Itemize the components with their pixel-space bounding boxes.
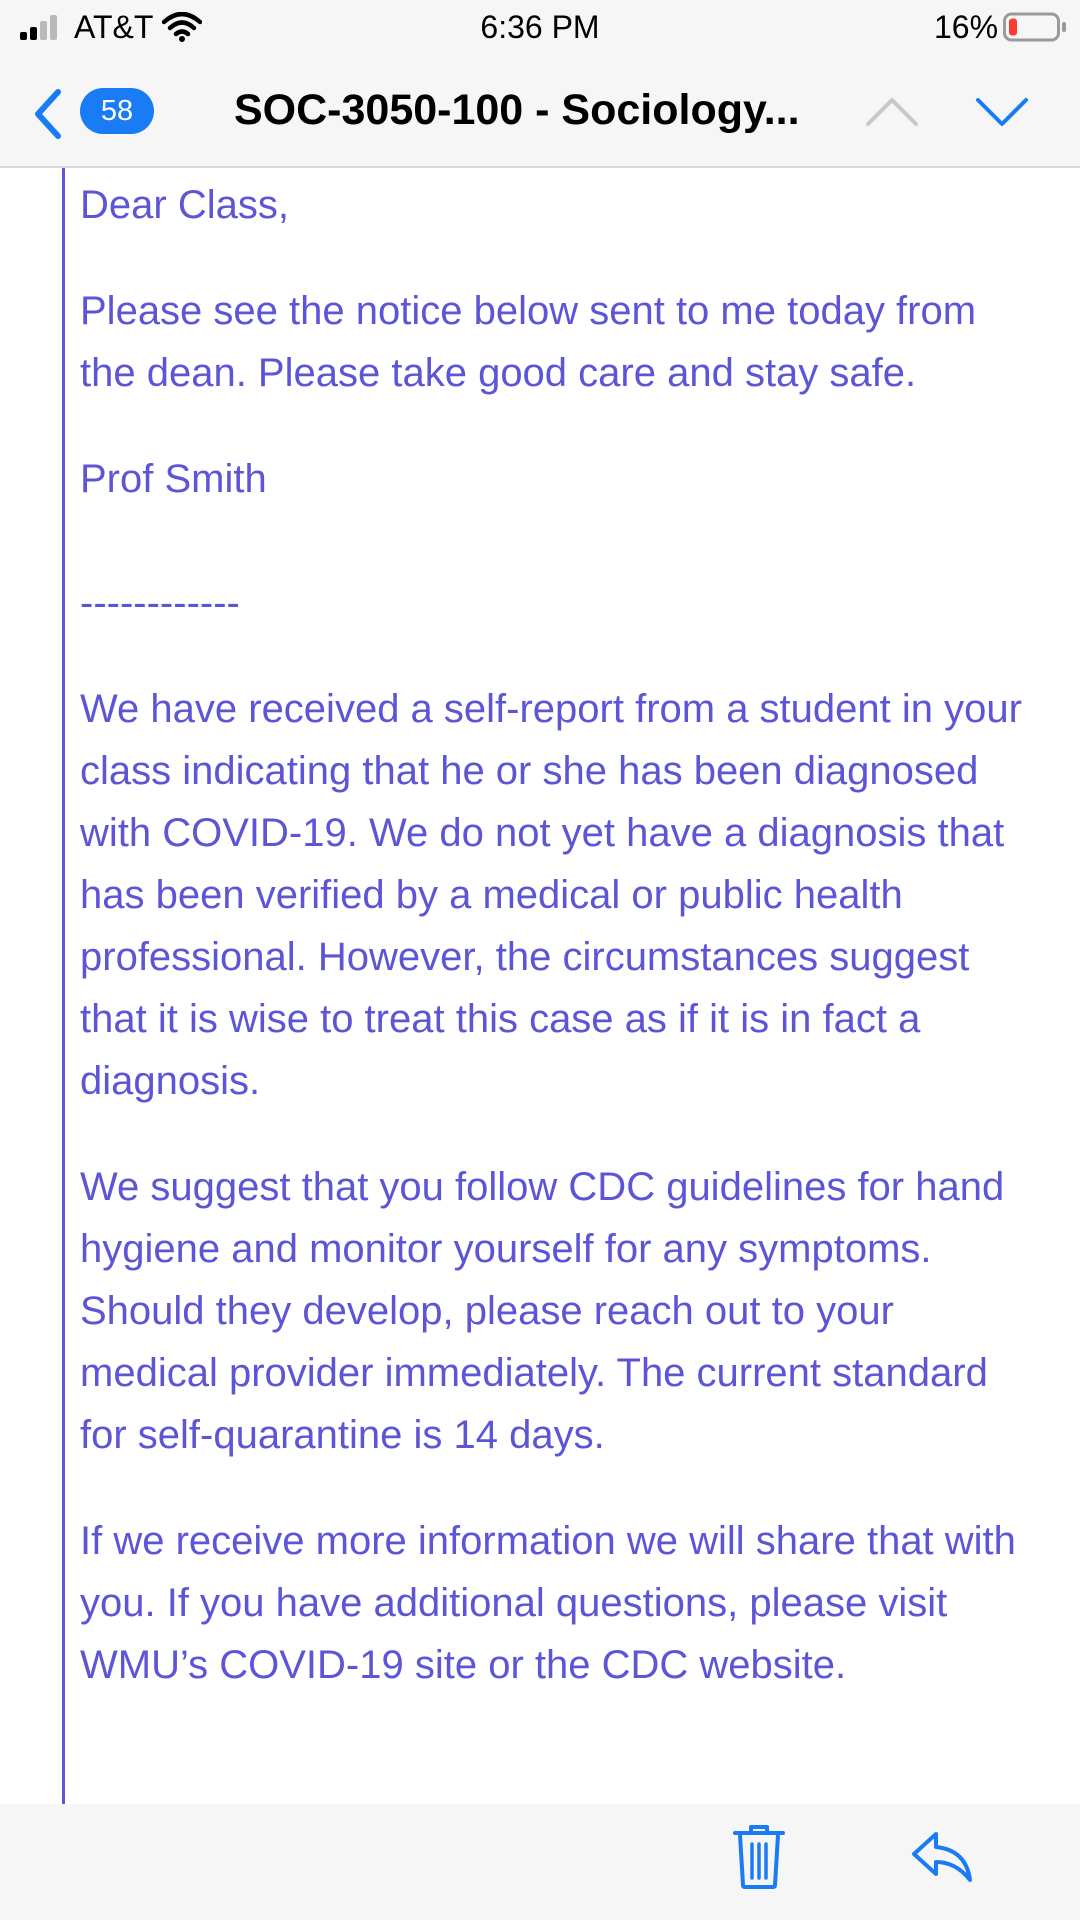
intro-paragraph: Please see the notice below sent to me today from the dean. Please take good care and stay safe. <box>80 289 977 395</box>
trash-icon[interactable] <box>732 1824 786 1890</box>
bottom-toolbar <box>0 1804 1080 1920</box>
chevron-left-icon[interactable] <box>30 86 64 142</box>
status-bar <box>0 0 1080 54</box>
status-time: 6:36 PM <box>480 9 600 45</box>
chevron-down-icon[interactable] <box>974 94 1030 130</box>
carrier-name: AT&T <box>74 9 154 45</box>
notice-paragraph-1: We have received a self-report from a student in your class indicating that he or she has been diagnosed with COVID-19. We do not yet have a diagnosis that has been verified by a medical or public health professional. However, the circumstances suggest that it is wise to treat this case as if it is in fact a diagnosis. <box>80 687 1022 1103</box>
battery-icon <box>1003 12 1067 42</box>
message-body <box>0 168 1080 1804</box>
signature: Prof Smith <box>80 457 267 501</box>
battery-percent: 16% <box>934 9 999 45</box>
navigation-bar <box>0 54 1080 168</box>
unread-count-badge[interactable]: 58 <box>80 88 154 134</box>
message-text <box>80 174 1040 1740</box>
notice-paragraph-3: If we receive more information we will share that with you. If you have additional questions, please visit WMU’s COVID-19 site or the CDC website. <box>80 1519 1016 1687</box>
greeting: Dear Class, <box>80 183 289 227</box>
reply-icon[interactable] <box>910 1830 974 1884</box>
separator-line: ------------ <box>80 581 240 625</box>
chevron-up-icon[interactable] <box>864 94 920 130</box>
message-subject-title: SOC-3050-100 - Sociology... <box>234 86 800 134</box>
quote-bar <box>62 168 65 1804</box>
notice-paragraph-2: We suggest that you follow CDC guidelines for hand hygiene and monitor yourself for any symptoms. Should they develop, please reach out to your medical provider immediately. The current standard for self-quarantine is 14 days. <box>80 1165 1005 1457</box>
